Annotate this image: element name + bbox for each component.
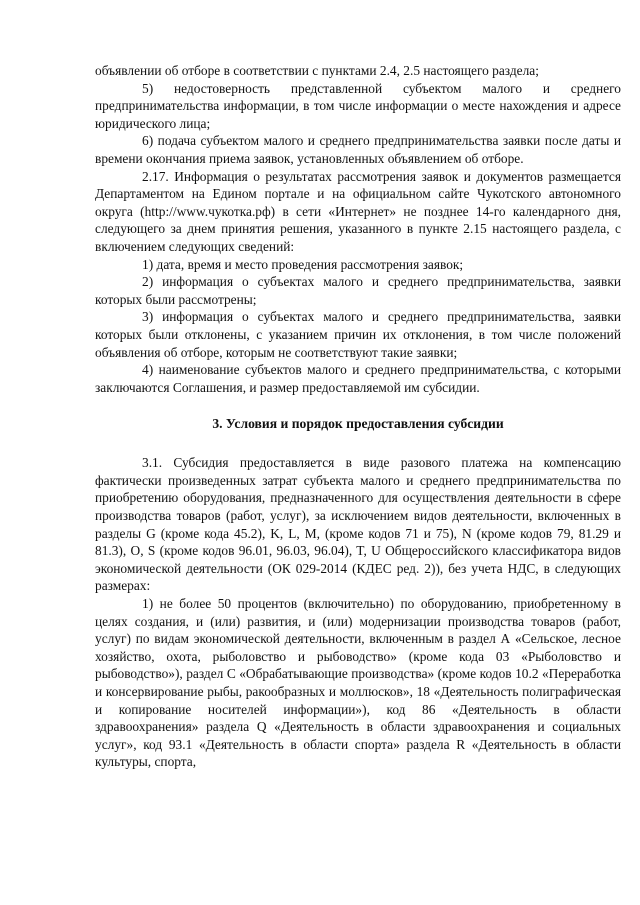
- paragraph-item-5: 5) недостоверность представленной субъектом малого и среднего предпринимательства информации, в том числе информации о месте нахождения и адресе юридического лица;: [95, 80, 621, 131]
- paragraph-info-1: 1) дата, время и место проведения рассмотрения заявок;: [142, 256, 464, 272]
- paragraph-info-2: 2) информация о субъектах малого и среднего предпринимательства, заявки которых были рассмотрены;: [95, 274, 621, 307]
- document-body: [95, 62, 621, 771]
- paragraph-2-17: 2.17. Информация о результатах рассмотрения заявок и документов размещается Департаментом на Едином портале и на официальном сайте Чукотского автономного округа (http://www.чукотка.рф) в сети «Интернет» не позднее 14-го календарного дня, следующего за днем принятия решения, указанного в пункте 2.15 настоящего раздела, с включением следующих сведений:: [95, 168, 621, 254]
- section-title: 3. Условия и порядок предоставления субсидии: [212, 416, 504, 432]
- paragraph-info-4: 4) наименование субъектов малого и среднего предпринимательства, с которыми заключаются Соглашения, и размер предоставляемой им субсидии.: [95, 362, 621, 395]
- paragraph-info-3: 3) информация о субъектах малого и среднего предпринимательства, заявки которых были отклонены, с указанием причин их отклонения, в том числе положений объявления об отборе, которым не соответствуют такие заявки;: [95, 309, 621, 360]
- paragraph-size-1: 1) не более 50 процентов (включительно) по оборудованию, приобретенному в целях создания, и (или) развития, и (или) модернизации производства товаров (работ, услуг) по видам экономической деятельности, включенным в раздел А «Сельское, лесное хозяйство, охота, рыболовство и рыбоводство» (кроме кода 03 «Рыболовство и рыбоводство»), раздел С «Обрабатывающие производства» (кроме кодов 10.2 «Переработка и консервирование рыбы, ракообразных и моллюсков», 18 «Деятельность полиграфическая и копирование носителей информации»), код 86 «Деятельность в области здравоохранения» раздела Q «Деятельность в области здравоохранения и социальных услуг», код 93.1 «Деятельность в области спорта» раздела R «Деятельность в области культуры, спорта,: [95, 596, 621, 770]
- paragraph-item-6: 6) подача субъектом малого и среднего предпринимательства заявки после даты и времени окончания приема заявок, установленных объявлением об отборе.: [95, 133, 621, 166]
- paragraph-3-1: 3.1. Субсидия предоставляется в виде разового платежа на компенсацию фактически произведенных затрат субъекта малого и среднего предпринимательства по приобретению оборудования, предназначенного для осуществления деятельности в сфере производства товаров (работ, услуг), за исключением видов деятельности, включенных в разделы G (кроме кода 45.2), K, L, M, (кроме кодов 71 и 75), N (кроме кодов 79, 81.29 и 81.3), O, S (кроме кодов 96.01, 96.03, 96.04), T, U Общероссийского классификатора видов экономической деятельности (ОК 029-2014 (КДЕС ред. 2)), без учета НДС, в следующих размерах:: [95, 455, 621, 594]
- paragraph-continuation: объявлении об отборе в соответствии с пунктами 2.4, 2.5 настоящего раздела;: [95, 63, 539, 78]
